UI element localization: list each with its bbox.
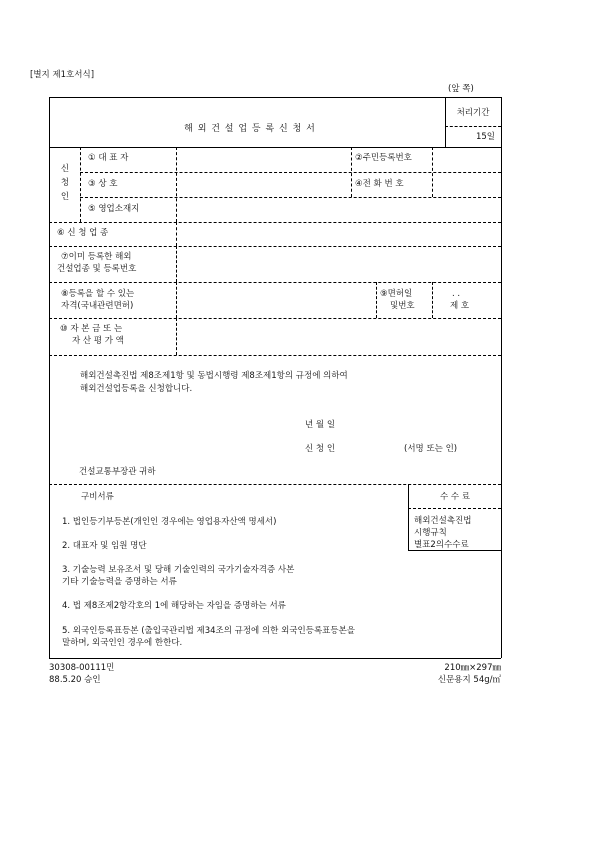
registered-bottom (49, 282, 501, 283)
document-item-5-cont: 말하며, 외국인인 경우에 한한다. (62, 638, 183, 648)
applicant-label-divider (176, 147, 177, 222)
processing-period-label: 처리기간 (456, 108, 490, 118)
page-side-label: (앞 쪽) (448, 84, 474, 94)
document-item-3-cont: 기타 기술능력을 증명하는 서류 (62, 577, 177, 587)
frame-bottom-border (49, 658, 501, 659)
document-item-4: 4. 법 제8조제2항각호의 1에 해당하는 자임을 증명하는 서류 (62, 601, 286, 611)
addressee: 건설교통부장관 귀하 (79, 467, 156, 477)
qualification-label-2: 자격(국내관련면허) (61, 301, 134, 311)
qualification-bottom (49, 318, 501, 319)
office-location-label: ⑤ 영업소재지 (88, 204, 140, 214)
qualification-divider (176, 282, 177, 318)
applicant-bottom-border (49, 222, 501, 223)
capital-label-2: 자 산 평 가 액 (72, 336, 124, 346)
statement-line-1: 해외건설촉진법 제8조제1항 및 동법시행령 제8조제1항의 규정에 의하여 (80, 371, 348, 381)
fee-bottom-border (408, 550, 501, 551)
capital-label-1: ⑩ 자 본 금 또 는 (60, 324, 123, 334)
fee-header: 수 수 료 (439, 492, 471, 502)
registered-divider (176, 246, 177, 282)
frame-left-border (49, 97, 50, 658)
license-number-placeholder: 제 호 (450, 301, 470, 311)
processing-divider (445, 126, 501, 127)
company-name-label: ③ 상 호 (88, 179, 118, 189)
capital-bottom (49, 355, 501, 356)
title-divider (445, 97, 446, 147)
form-code: 30308-00111민 (49, 663, 115, 673)
fee-left-border (408, 484, 409, 550)
fee-header-divider (408, 508, 501, 509)
title-bottom-border (49, 147, 501, 148)
license-number-label-1: ⑨면허일 (380, 289, 413, 299)
statement-bottom (49, 484, 501, 485)
applicant-row-divider-2 (80, 197, 501, 198)
document-item-2: 2. 대표자 및 임원 명단 (62, 541, 147, 551)
qualification-label-1: ⑧등록을 할 수 있는 (61, 289, 135, 299)
resident-number-label: ②주민등록번호 (355, 153, 412, 163)
document-item-3: 3. 기술능력 보유조서 및 당해 기술인력의 국가기술자격증 사본 (62, 565, 295, 575)
license-date-placeholder: . . (452, 289, 461, 299)
registered-label-2: 건설업종 및 등록번호 (57, 264, 137, 274)
phone-label: ④전 화 번 호 (355, 179, 404, 189)
statement-line-2: 해외건설업등록을 신청합니다. (80, 384, 193, 394)
applicant-signature-label: 신 청 인 (305, 444, 336, 454)
applicant-group-divider (80, 147, 81, 222)
paper-type: 신문용지 54g/㎡ (437, 675, 501, 685)
date-line: 년 월 일 (305, 420, 336, 430)
frame-top-border (49, 97, 501, 98)
applicant-group-label-3: 인 (60, 192, 70, 202)
representative-label: ① 대 표 자 (88, 153, 129, 163)
license-label-left-divider (376, 282, 377, 318)
registered-label-1: ⑦이미 등록한 해외 (61, 252, 132, 262)
frame-right-border (501, 97, 502, 658)
processing-period-value: 15일 (475, 132, 495, 142)
applicant-row-divider-1 (80, 172, 501, 173)
license-label-right-divider (432, 282, 433, 318)
applicant-group-label-1: 신 (60, 164, 70, 174)
fee-line-2: 시행규칙 (414, 528, 447, 538)
business-type-label: ⑥ 신 청 업 종 (57, 228, 109, 238)
license-number-label-2: 및번호 (390, 301, 415, 311)
documents-header: 구비서류 (81, 492, 114, 502)
paper-size: 210㎜×297㎜ (444, 663, 501, 673)
signature-or-seal-label: (서명 또는 인) (404, 444, 458, 454)
fee-line-3: 별표2의수수료 (414, 540, 469, 550)
capital-divider (176, 318, 177, 355)
document-item-5: 5. 외국인등록표등본 (출입국관리법 제34조의 규정에 의한 외국인등록표등본을 (62, 626, 355, 636)
business-type-bottom (49, 246, 501, 247)
document-item-1: 1. 법인등기부등본(개인인 경우에는 영업용자산액 명세서) (62, 517, 277, 527)
approval-date: 88.5.20 승인 (49, 675, 101, 685)
form-number: [별지 제1호서식] (30, 70, 95, 80)
form-title: 해 외 건 설 업 등 록 신 청 서 (184, 124, 316, 134)
fee-line-1: 해외건설촉진법 (414, 516, 472, 526)
applicant-group-label-2: 청 (60, 178, 70, 188)
business-type-divider (176, 222, 177, 246)
